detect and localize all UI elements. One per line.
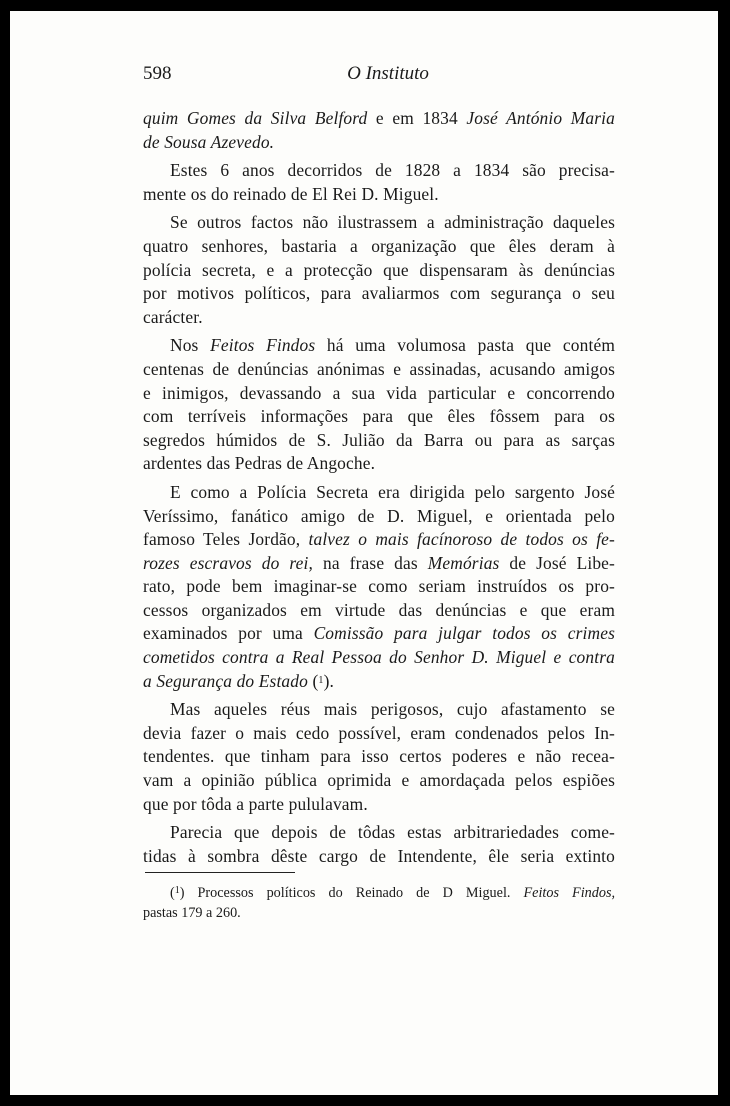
text-line: [116, 722, 615, 746]
italic-text: rozes escravos do rei,: [143, 552, 314, 573]
italic-text: cometidos contra a Real Pessoa do Senhor D. Miguel e contra: [143, 647, 615, 668]
text-line: [143, 883, 615, 903]
text-segment: pastas 179 a 260.: [143, 905, 241, 921]
text-line: [116, 646, 615, 670]
italic-text: Feitos Findos: [210, 335, 316, 356]
text-segment: ardentes das Pedras de Angoche.: [143, 453, 376, 474]
footnote: [143, 883, 615, 923]
text-line: [116, 769, 615, 793]
footnote-marker: 1: [174, 885, 180, 896]
text-line: [143, 334, 615, 358]
italic-text: de Sousa Azevedo.: [143, 131, 275, 152]
paragraph: [143, 211, 615, 329]
text-segment: (: [170, 885, 175, 901]
italic-text: Comissão para julgar todos os crimes: [313, 623, 615, 644]
text-segment: centenas de denúncias anónimas e assinadas, acusando amigos: [143, 358, 615, 379]
text-line: [116, 793, 615, 817]
text-line: [116, 552, 615, 576]
text-segment: Veríssimo, fanático amigo de D. Miguel, e orientada pelo: [143, 505, 615, 526]
footnote-marker: 1: [318, 674, 324, 686]
italic-text: Feitos Findos,: [523, 885, 616, 901]
text-line: [116, 306, 615, 330]
page-number: 598: [143, 63, 172, 84]
italic-text: José António Maria: [466, 108, 615, 128]
text-segment: quatro senhores, bastaria a organização que êles deram à: [143, 235, 615, 256]
running-title: O Instituto: [347, 63, 429, 84]
italic-text: talvez o mais facínoroso de todos os fe-: [308, 529, 615, 550]
text-segment: Estes 6 anos decorridos de 1828 a 1834 são precisa-: [170, 160, 615, 181]
text-line: [116, 670, 615, 694]
text-line: [116, 599, 615, 623]
text-line: [143, 131, 615, 155]
text-line: [143, 107, 615, 131]
paragraph: [143, 107, 615, 154]
paragraph: [143, 481, 615, 693]
text-segment: tidas à sombra dêste cargo de Intendente, êle seria extinto: [143, 845, 615, 866]
text-segment: (: [307, 670, 319, 691]
text-segment: com terríveis informações para que êles fôssem para os: [143, 406, 615, 427]
text-line: [116, 405, 615, 429]
footnote-divider: [145, 872, 295, 873]
text-segment: cessos organizados em virtude das denúncias e que eram: [143, 599, 615, 620]
text-line: [143, 159, 615, 183]
text-line: [143, 698, 615, 722]
text-line: [116, 575, 615, 599]
text-segment: devia fazer o mais cedo possível, eram condenados pelos In-: [143, 722, 615, 743]
text-line: [116, 505, 615, 529]
text-segment: famoso Teles Jordão,: [143, 529, 309, 550]
text-line: [116, 845, 615, 869]
text-line: [143, 821, 615, 845]
text-segment: Nos: [170, 335, 211, 356]
paragraph: [143, 821, 615, 868]
text-segment: de José Libe-: [499, 552, 615, 573]
text-line: [116, 282, 615, 306]
text-segment: E como a Polícia Secreta era dirigida pelo sargento José: [170, 481, 615, 502]
text-segment: tendentes. que tinham para isso certos poderes e não recea-: [143, 746, 615, 767]
body-text: [143, 107, 615, 873]
text-segment: Mas aqueles réus mais perigosos, cujo afastamento se: [170, 699, 615, 720]
text-line: [116, 622, 615, 646]
text-line: [143, 903, 615, 923]
text-segment: que por tôda a parte pululavam.: [143, 793, 368, 814]
text-segment: há uma volumosa pasta que contém: [315, 335, 615, 356]
text-line: [116, 259, 615, 283]
text-segment: vam a opinião pública oprimida e amordaçada pelos espiões: [143, 770, 615, 791]
text-segment: polícia secreta, e a protecção que dispensaram às denúncias: [143, 259, 615, 280]
text-segment: examinados por uma: [143, 623, 314, 644]
text-segment: na frase das: [313, 552, 428, 573]
text-line: [143, 211, 615, 235]
italic-text: quim Gomes da Silva Belford: [143, 108, 368, 128]
text-line: [116, 183, 615, 207]
italic-text: a Segurança do Estado: [143, 670, 308, 691]
text-line: [116, 235, 615, 259]
text-segment: Se outros factos não ilustrassem a administração daqueles: [170, 212, 615, 233]
text-segment: rato, pode bem imaginar-se como seriam instruídos os pro-: [143, 576, 615, 597]
text-line: [116, 382, 615, 406]
book-page: [10, 11, 718, 1095]
text-segment: segredos húmidos de S. Julião da Barra ou para as sarças: [143, 429, 615, 450]
text-segment: Parecia que depois de tôdas estas arbitrariedades come-: [170, 822, 615, 843]
text-line: [116, 745, 615, 769]
text-line: [143, 481, 615, 505]
text-segment: ) Processos políticos do Reinado de D Miguel.: [179, 885, 524, 901]
text-line: [116, 358, 615, 382]
text-segment: ).: [323, 670, 335, 691]
text-line: [116, 528, 615, 552]
italic-text: Memórias: [427, 552, 500, 573]
text-line: [116, 452, 615, 476]
text-line: [116, 429, 615, 453]
text-segment: por motivos políticos, para avaliarmos com segurança o seu: [143, 283, 615, 304]
text-segment: e inimigos, devassando a sua vida particular e concorrendo: [143, 382, 615, 403]
text-segment: carácter.: [143, 306, 203, 327]
text-segment: e em 1834: [367, 108, 467, 128]
text-segment: mente os do reinado de El Rei D. Miguel.: [143, 183, 439, 204]
paragraph: [143, 334, 615, 476]
paragraph: [143, 698, 615, 816]
paragraph: [143, 159, 615, 206]
